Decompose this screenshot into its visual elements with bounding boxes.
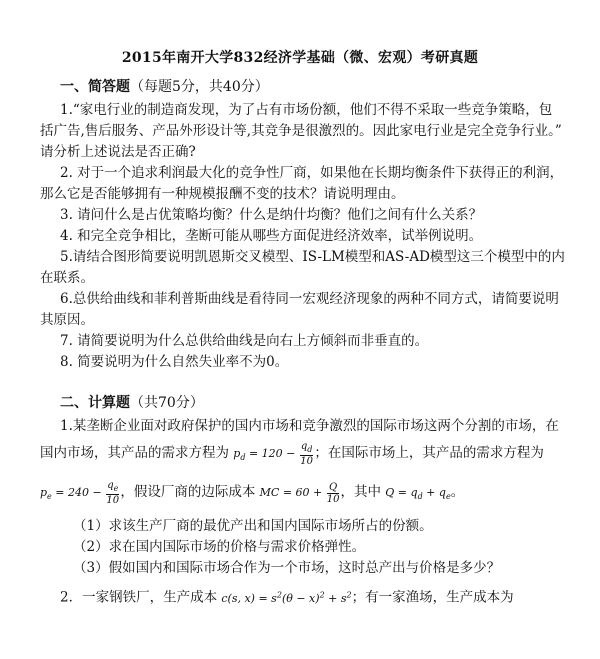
calc-q1-sub1: （1）求该生产厂商的最优产出和国内国际市场所占的份额。 bbox=[73, 518, 433, 534]
section2-heading: 二、计算题（共70分） bbox=[60, 395, 204, 411]
q5-line2: 在联系。 bbox=[40, 270, 94, 286]
marginal-cost-formula: MC = 60 + $\frac{Q}{10}$ bbox=[259, 481, 340, 505]
calc-q1-line3: $p_e = 240$ − $\frac{q_e}{10}$ ，假设厂商的边际成本 MC = 60 + $\frac{Q}{10}$ ，其中 $Q = q_d + q_e$。 bbox=[40, 480, 465, 506]
q1-line2: 括广告,售后服务、产品外形设计等,其竞争是很激烈的。因此家电行业是完全竞争行业。” bbox=[40, 123, 562, 139]
section1-heading: 一、简答题（每题5分，共40分） bbox=[60, 79, 269, 95]
q6-line2: 其原因。 bbox=[40, 312, 94, 328]
q2-line2: 那么它是否能够拥有一种规模报酬不变的技术？请说明理由。 bbox=[40, 186, 405, 202]
total-quantity-formula: $Q = q_d + q_e$ bbox=[385, 486, 451, 502]
calc-q1-sub2: （2）求在国内国际市场的价格与需求价格弹性。 bbox=[73, 539, 366, 555]
q3-line: 3. 请问什么是占优策略均衡？什么是纳什均衡？他们之间有什么关系？ bbox=[60, 207, 483, 223]
q8-line: 8. 简要说明为什么自然失业率不为0。 bbox=[60, 354, 289, 370]
calc-q1-line2: 国内市场，其产品的需求方程为 $p_d = 120$ − $\frac{q_d}{10}$ ；在国际市场上，其产品的需求方程为 bbox=[40, 441, 544, 467]
calc-q1-line1: 1.某垄断企业面对政府保护的国内市场和竞争激烈的国际市场这两个分割的市场，在 bbox=[60, 418, 559, 434]
q1-line3: 请分析上述说法是否正确? bbox=[40, 144, 196, 160]
calc-q2-line: 2．一家钢铁厂，生产成本 c(s, $x) = s^2(\theta - x)^2 + s^2$；有一家渔场，生产成本为 bbox=[60, 589, 514, 606]
q7-line: 7. 请简要说明为什么总供给曲线是向右上方倾斜而非垂直的。 bbox=[60, 333, 429, 349]
q1-line1: 1.“家电行业的制造商发现，为了占有市场份额，他们不得不采取一些竞争策略，包 bbox=[60, 102, 553, 118]
intl-demand-formula: $p_e = 240$ − $\frac{q_e}{10}$ bbox=[40, 480, 120, 506]
q4-line: 4. 和完全竞争相比，垄断可能从哪些方面促进经济效率，试举例说明。 bbox=[60, 228, 483, 244]
q6-line1: 6.总供给曲线和菲利普斯曲线是看待同一宏观经济现象的两种不同方式，请简要说明 bbox=[60, 291, 559, 307]
page-title: 2015年南开大学832经济学基础（微、宏观）考研真题 bbox=[121, 50, 479, 66]
q5-line1: 5.请结合图形简要说明凯恩斯交叉模型、IS-LM模型和AS-AD模型这三个模型中的内 bbox=[60, 249, 565, 265]
calc-q1-sub3: （3）假如国内和国际市场合作为一个市场，这时总产出与价格是多少？ bbox=[73, 560, 501, 576]
q2-line1: 2. 对于一个追求利润最大化的竞争性厂商，如果他在长期均衡条件下获得正的利润， bbox=[60, 165, 564, 181]
steel-cost-formula: c(s, $x) = s^2(\theta - x)^2 + s^2$ bbox=[221, 590, 352, 605]
domestic-demand-formula: $p_d = 120$ − $\frac{q_d}{10}$ bbox=[233, 441, 314, 467]
